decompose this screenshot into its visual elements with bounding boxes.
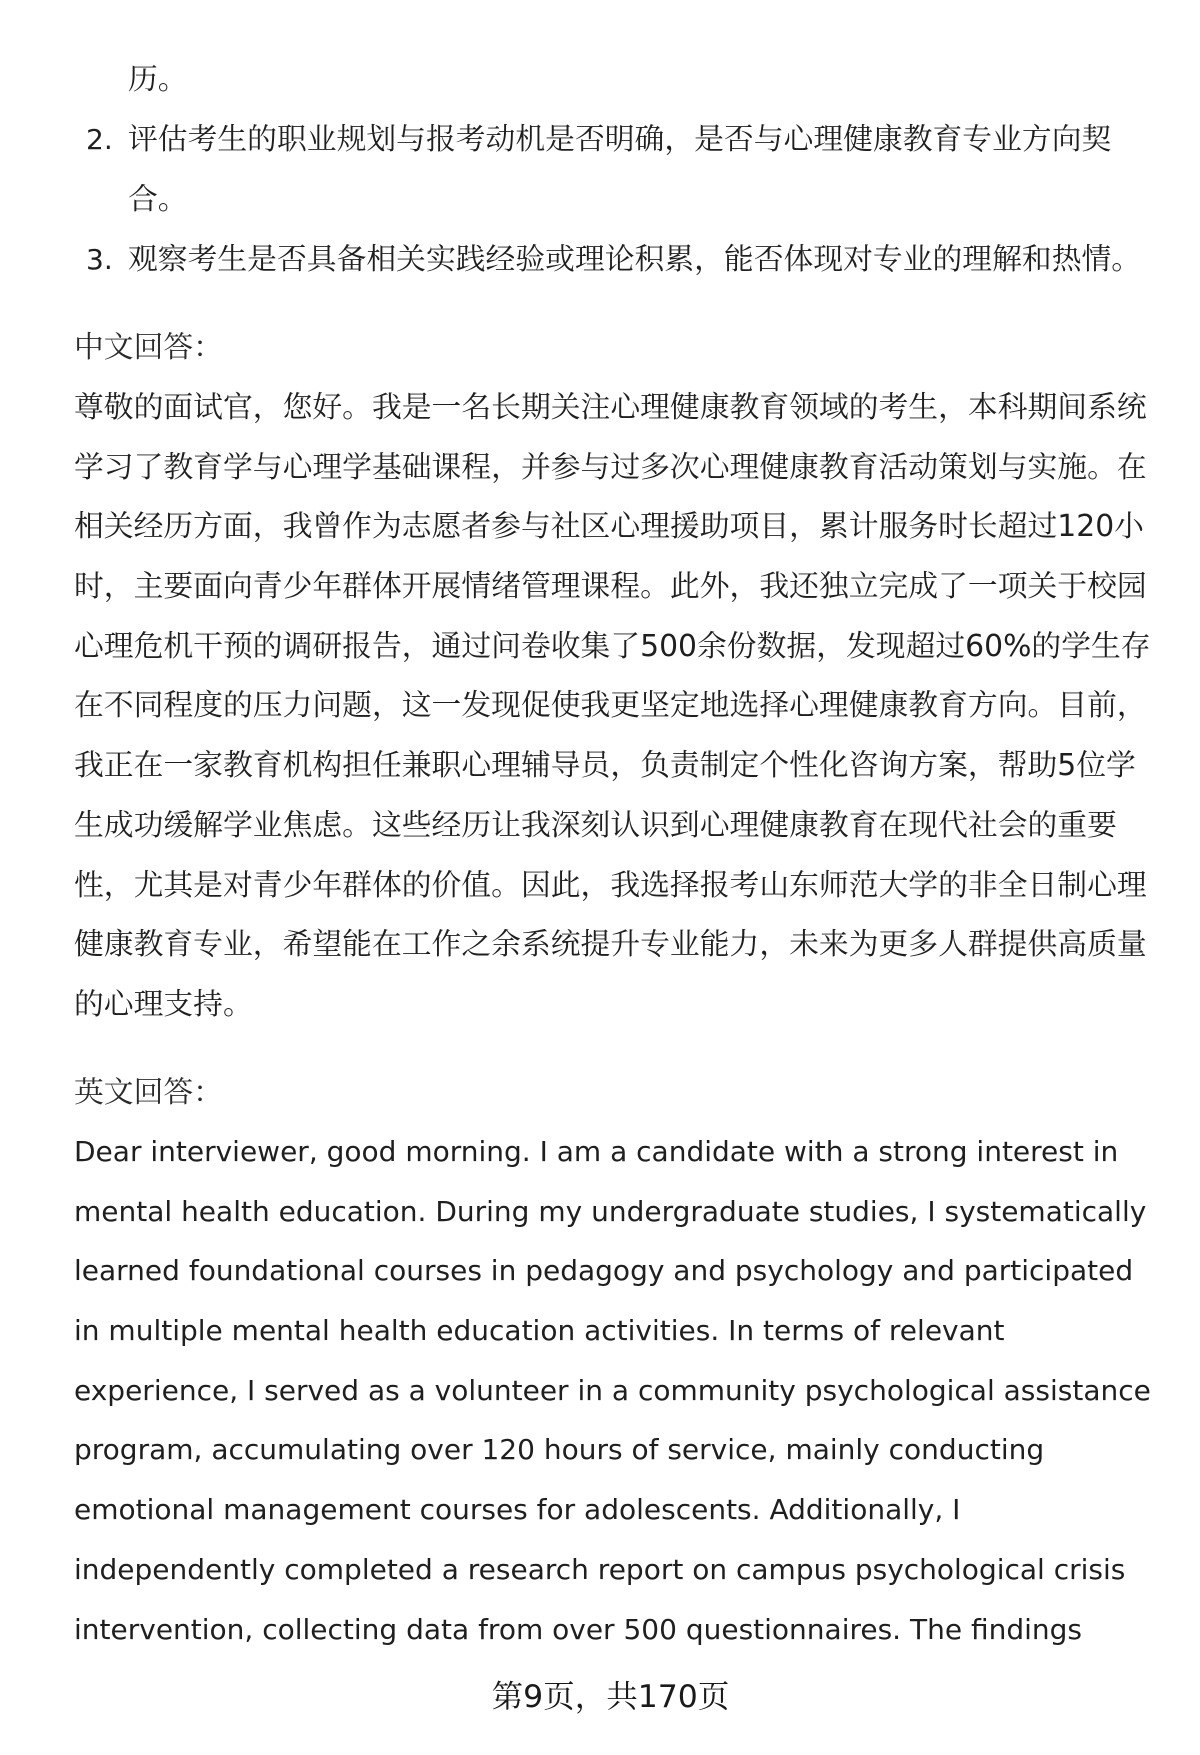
- paragraph-line: 生成功缓解学业焦虑。这些经历让我深刻认识到心理健康教育在现代社会的重要: [74, 807, 1117, 843]
- list-item-line: 观察考生是否具备相关实践经验或理论积累，能否体现对专业的理解和热情。: [128, 242, 1142, 277]
- paragraph-line: 心理危机干预的调研报告，通过问卷收集了500余份数据，发现超过60%的学生存: [74, 628, 1151, 664]
- list-item-line: 评估考生的职业规划与报考动机是否明确，是否与心理健康教育专业方向契: [128, 122, 1112, 157]
- paragraph-line: mental health education. During my undergraduate studies, I systematically: [74, 1194, 1147, 1228]
- english-answer-paragraph: [74, 1122, 1174, 1659]
- paragraph-line: 的心理支持。: [74, 986, 253, 1022]
- paragraph-line: 性，尤其是对青少年群体的价值。因此，我选择报考山东师范大学的非全日制心理: [74, 867, 1147, 903]
- paragraph-line: 健康教育专业，希望能在工作之余系统提升专业能力，未来为更多人群提供高质量: [74, 927, 1147, 963]
- list-item: [0, 230, 1200, 290]
- paragraph-line: experience, I served as a volunteer in a community psychological assistance: [74, 1373, 1151, 1407]
- evaluation-list: [0, 50, 1200, 290]
- list-item-number: 2.: [86, 123, 113, 156]
- paragraph-line: independently completed a research report on campus psychological crisis: [74, 1552, 1126, 1586]
- paragraph-line: intervention, collecting data from over 500 questionnaires. The findings: [74, 1612, 1082, 1646]
- paragraph-line: 我正在一家教育机构担任兼职心理辅导员，负责制定个性化咨询方案，帮助5位学: [74, 748, 1136, 784]
- list-item-number: 3.: [86, 243, 113, 276]
- paragraph-line: 尊敬的面试官，您好。我是一名长期关注心理健康教育领域的考生，本科期间系统: [74, 390, 1147, 425]
- paragraph-line: in multiple mental health education activities. In terms of relevant: [74, 1314, 1005, 1348]
- page-number-footer: 第9页，共170页: [491, 1679, 730, 1715]
- paragraph-line: 时，主要面向青少年群体开展情绪管理课程。此外，我还独立完成了一项关于校园: [74, 569, 1147, 605]
- chinese-answer-paragraph: [74, 378, 1174, 1035]
- paragraph-line: learned foundational courses in pedagogy and psychology and participated: [74, 1254, 1134, 1288]
- list-item: [0, 110, 1200, 230]
- paragraph-line: 学习了教育学与心理学基础课程，并参与过多次心理健康教育活动策划与实施。在: [74, 449, 1147, 485]
- paragraph-line: 相关经历方面，我曾作为志愿者参与社区心理援助项目，累计服务时长超过120小: [74, 509, 1144, 545]
- chinese-answer-heading: 中文回答：: [74, 330, 223, 365]
- paragraph-line: emotional management courses for adolescents. Additionally, I: [74, 1493, 961, 1527]
- list-item-tail: 历。: [128, 62, 188, 97]
- english-answer-heading: 英文回答：: [74, 1075, 223, 1110]
- paragraph-line: Dear interviewer, good morning. I am a candidate with a strong interest in: [74, 1135, 1119, 1168]
- paragraph-line: program, accumulating over 120 hours of service, mainly conducting: [74, 1433, 1045, 1467]
- list-item-line: 合。: [128, 182, 188, 217]
- paragraph-line: 在不同程度的压力问题，这一发现促使我更坚定地选择心理健康教育方向。目前，: [74, 688, 1147, 724]
